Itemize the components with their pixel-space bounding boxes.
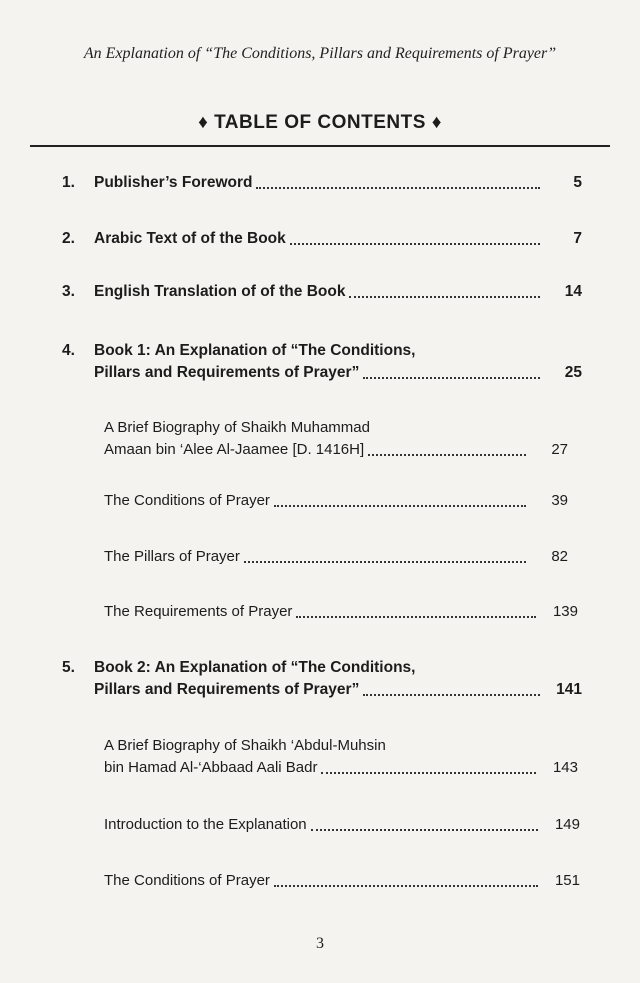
entry-page: 39 [551,492,568,509]
entry-page: 143 [552,759,578,776]
entry-title: English Translation of of the Book [94,283,346,300]
entry-title: Arabic Text of of the Book [94,230,286,247]
dot-leader [290,243,540,245]
toc-entry-2[interactable] [62,228,582,250]
toc-subentry-conditions-1[interactable] [104,490,568,512]
dot-leader [321,772,536,774]
dot-leader [274,885,538,887]
entry-title-line1: A Brief Biography of Shaikh ‘Abdul-Muhsin [104,737,386,754]
entry-number: 4. [62,342,75,359]
dot-leader [296,616,536,618]
entry-page: 7 [573,230,582,247]
entry-title-line2: Amaan bin ‘Alee Al-Jaamee [D. 1416H] [104,441,365,458]
entry-title: Publisher’s Foreword [94,174,253,191]
entry-title: The Requirements of Prayer [104,603,293,620]
entry-number: 2. [62,230,75,247]
toc-subentry-biography-1[interactable] [104,417,568,461]
entry-page: 82 [551,548,568,565]
entry-title: The Conditions of Prayer [104,492,270,509]
dot-leader [311,829,538,831]
entry-title-line1: Book 1: An Explanation of “The Conditions, [94,342,416,359]
dot-leader [349,296,540,298]
dot-leader [244,561,526,563]
entry-number: 5. [62,659,75,676]
entry-number: 1. [62,174,75,191]
entry-title: The Pillars of Prayer [104,548,240,565]
entry-page: 141 [556,681,582,698]
title-rule [30,145,610,147]
entry-page: 14 [564,283,582,300]
entry-title-line2: Pillars and Requirements of Prayer” [94,364,360,381]
toc-subentry-introduction[interactable] [104,814,580,836]
toc-entry-3[interactable] [62,281,582,303]
dot-leader [256,187,540,189]
entry-title: The Conditions of Prayer [104,872,270,889]
dot-leader [363,694,540,696]
entry-page: 151 [554,872,580,889]
entry-title-line2: Pillars and Requirements of Prayer” [94,681,360,698]
entry-page: 27 [551,441,568,458]
entry-page: 139 [552,603,578,620]
dot-leader [274,505,526,507]
running-header: An Explanation of “The Conditions, Pillars and Requirements of Prayer” [83,45,557,62]
entry-title: Introduction to the Explanation [104,816,307,833]
entry-page: 5 [573,174,582,191]
dot-leader [368,454,526,456]
entry-title-line2: bin Hamad Al-‘Abbaad Aali Badr [104,759,318,776]
entry-page: 149 [554,816,580,833]
toc-title: ♦ TABLE OF CONTENTS ♦ [198,112,442,133]
toc-entry-4[interactable] [62,340,582,384]
entry-page: 25 [564,364,582,381]
toc-subentry-requirements[interactable] [104,601,578,623]
entry-number: 3. [62,283,75,300]
toc-subentry-pillars[interactable] [104,546,568,568]
toc-subentry-biography-2[interactable] [104,735,578,779]
dot-leader [363,377,540,379]
entry-title-line1: Book 2: An Explanation of “The Conditions, [94,659,416,676]
toc-subentry-conditions-2[interactable] [104,870,580,892]
page-number: 3 [316,935,324,952]
toc-entry-1[interactable] [62,172,582,194]
toc-entry-5[interactable] [62,657,582,701]
entry-title-line1: A Brief Biography of Shaikh Muhammad [104,419,370,436]
